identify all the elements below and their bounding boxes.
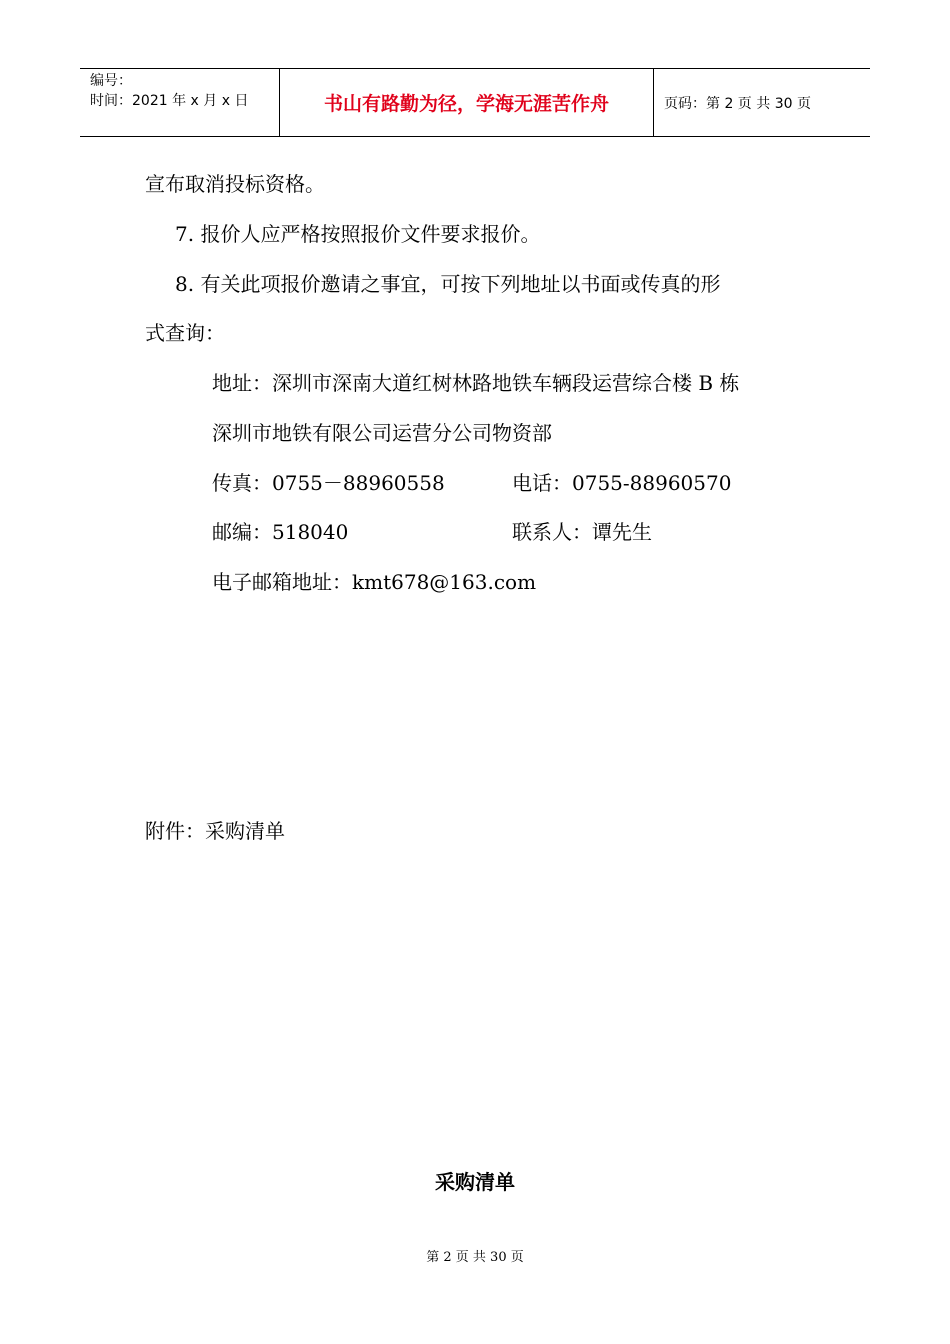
item-8: 8. 有关此项报价邀请之事宜，可按下列地址以书面或传真的形 — [175, 272, 721, 296]
item-7: 7. 报价人应严格按照报价文件要求报价。 — [175, 222, 541, 246]
page-footer: 第 2 页 共 30 页 — [426, 1250, 524, 1265]
header-meta — [80, 69, 280, 136]
email-line: 电子邮箱地址：kmt678@163.com — [212, 570, 537, 594]
fax-phone-row — [212, 469, 812, 497]
header-motto: 书山有路勤为径，学海无涯苦作舟 — [280, 69, 654, 136]
postcode: 邮编：518040 — [212, 520, 349, 544]
section-title: 采购清单 — [435, 1170, 515, 1194]
department-line: 深圳市地铁有限公司运营分公司物资部 — [212, 421, 552, 445]
document-date: 时间：2021 年 x 月 x 日 — [90, 93, 249, 109]
header-page-number: 页码：第 2 页 共 30 页 — [664, 95, 811, 112]
postcode-contact-row — [212, 518, 812, 546]
address-line: 地址：深圳市深南大道红树林路地铁车辆段运营综合楼 B 栋 — [212, 371, 740, 395]
attachment-line: 附件：采购清单 — [145, 819, 285, 843]
body-line-1: 宣布取消投标资格。 — [145, 172, 325, 196]
document-number: 编号： — [90, 73, 132, 89]
phone-number: 电话：0755-88960570 — [512, 471, 732, 495]
contact-person: 联系人：谭先生 — [512, 520, 652, 544]
item-8-continuation: 式查询： — [145, 321, 225, 345]
page-header — [80, 68, 870, 137]
fax-number: 传真：0755－88960558 — [212, 471, 445, 495]
